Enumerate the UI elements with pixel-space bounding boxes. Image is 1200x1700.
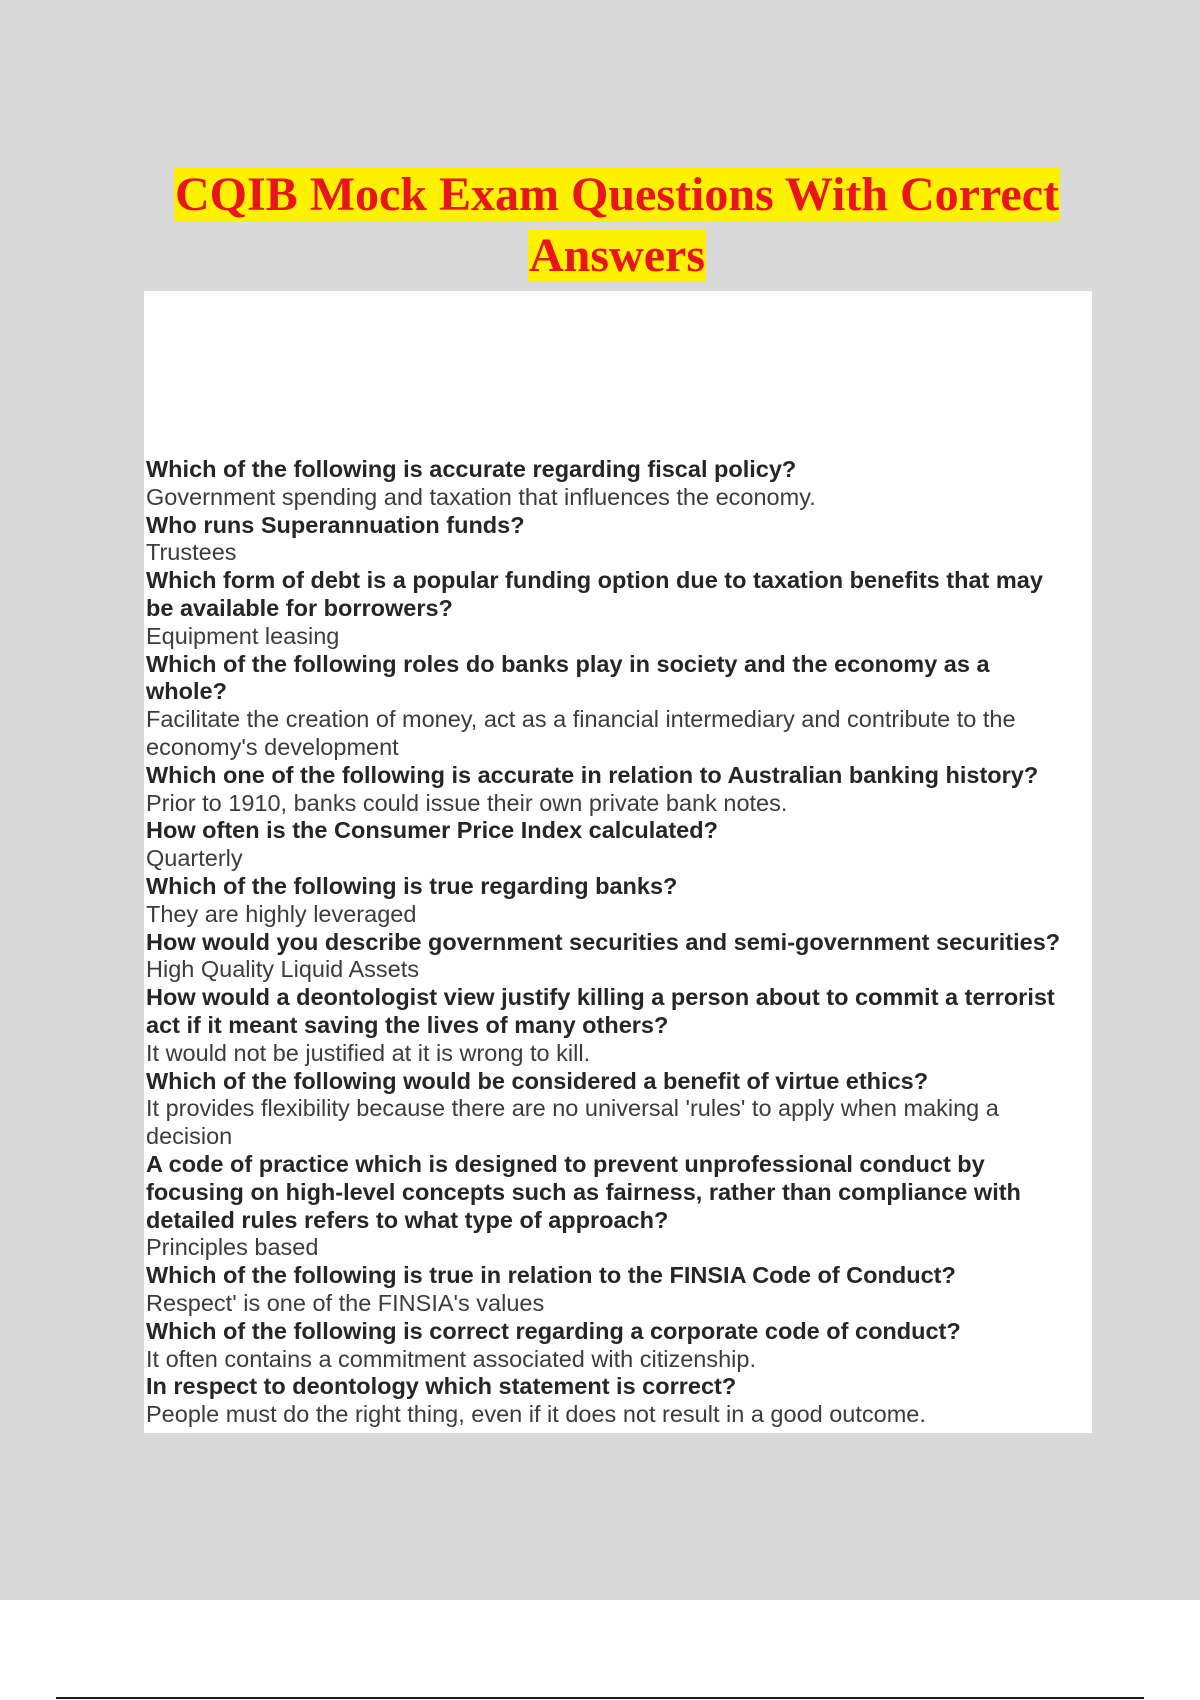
answer-text: It provides flexibility because there are no universal 'rules' to apply when making a [146, 1095, 999, 1122]
answer-text: Prior to 1910, banks could issue their own private bank notes. [146, 789, 788, 816]
answer-text: High Quality Liquid Assets [146, 956, 420, 983]
question-text: Who runs Superannuation funds? [146, 511, 525, 538]
question-text: whole? [146, 678, 227, 705]
question-text: act if it meant saving the lives of many others? [146, 1011, 669, 1038]
question-text: Which of the following is true regarding banks? [146, 872, 678, 899]
answer-text: Facilitate the creation of money, act as a financial intermediary and contribute to the [146, 706, 1016, 733]
question-text: How often is the Consumer Price Index calculated? [146, 817, 718, 844]
question-text: Which of the following would be considered a benefit of virtue ethics? [146, 1067, 929, 1094]
question-text: Which of the following is correct regarding a corporate code of conduct? [146, 1317, 961, 1344]
question-text: Which of the following roles do banks play in society and the economy as a [146, 650, 990, 677]
answer-text: Quarterly [146, 845, 243, 872]
answer-text: Government spending and taxation that influences the economy. [146, 483, 816, 510]
title-line: CQIB Mock Exam Questions With Correct [175, 168, 1059, 221]
footer-divider [56, 1697, 1144, 1699]
question-text: Which of the following is accurate regarding fiscal policy? [146, 456, 797, 482]
document-title [0, 164, 1200, 286]
answer-text: decision [146, 1123, 233, 1150]
qa-list [146, 456, 1092, 1429]
answer-text: It would not be justified at it is wrong to kill. [146, 1039, 591, 1066]
question-text: focusing on high-level concepts such as fairness, rather than compliance with [146, 1178, 1021, 1205]
question-text: A code of practice which is designed to prevent unprofessional conduct by [146, 1150, 985, 1177]
answer-text: They are highly leveraged [146, 900, 417, 927]
question-text: Which form of debt is a popular funding option due to taxation benefits that may [146, 567, 1043, 594]
answer-text: Principles based [146, 1234, 319, 1261]
question-text: be available for borrowers? [146, 594, 453, 621]
answer-text: It often contains a commitment associated with citizenship. [146, 1345, 756, 1372]
question-text: Which of the following is true in relation to the FINSIA Code of Conduct? [146, 1262, 956, 1289]
title-line: Answers [529, 229, 705, 282]
question-text: Which one of the following is accurate in relation to Australian banking history? [146, 761, 1039, 788]
question-text: How would a deontologist view justify killing a person about to commit a terrorist [146, 984, 1055, 1011]
answer-text: Equipment leasing [146, 622, 340, 649]
answer-text: Trustees [146, 539, 237, 566]
question-text: How would you describe government securities and semi-government securities? [146, 928, 1061, 955]
question-text: detailed rules refers to what type of approach? [146, 1206, 669, 1233]
answer-text: People must do the right thing, even if it does not result in a good outcome. [146, 1401, 926, 1428]
question-text: In respect to deontology which statement is correct? [146, 1373, 737, 1400]
answer-text: economy's development [146, 733, 399, 760]
answer-text: Respect' is one of the FINSIA's values [146, 1289, 545, 1316]
